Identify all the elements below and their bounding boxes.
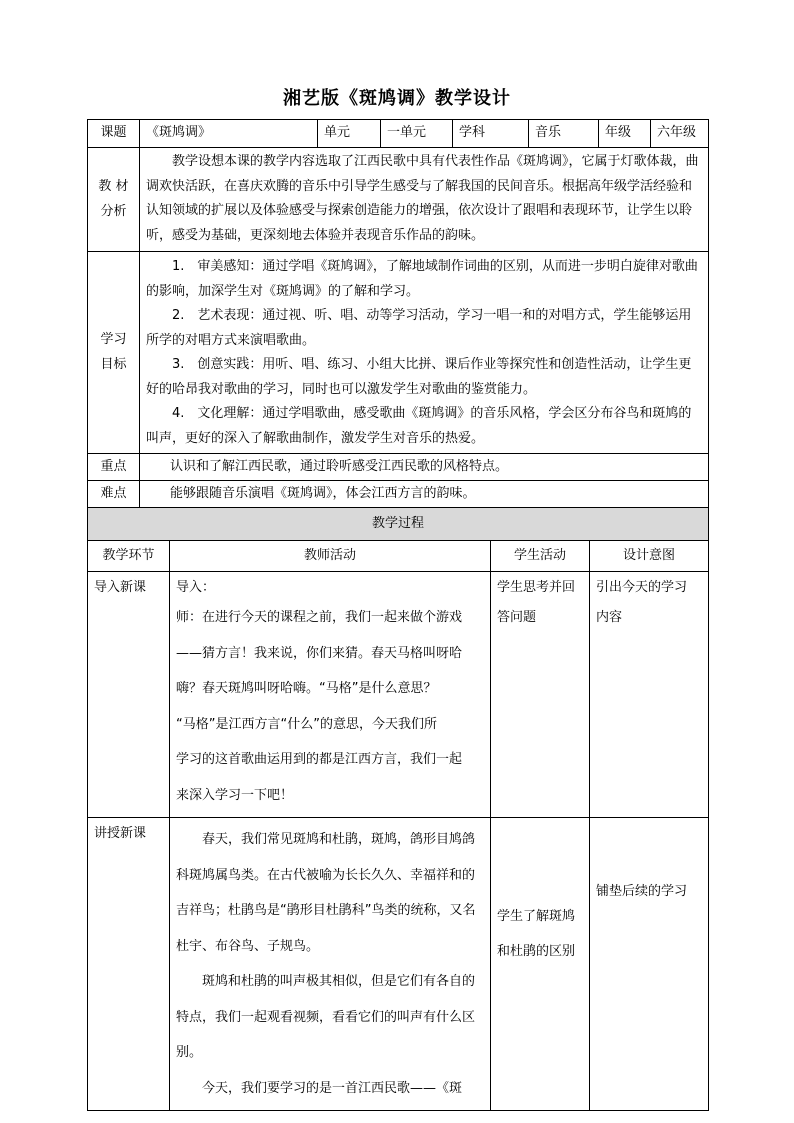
design-intent xyxy=(590,572,709,818)
text-line: ——猜方言！我来说，你们来猜。春天马格叫呀哈 xyxy=(176,645,463,661)
text-line: 和杜鹃的区别 xyxy=(497,944,576,959)
unit-value: 一单元 xyxy=(381,120,453,148)
key-point-text: 认识和了解江西民歌，通过聆听感受江西民歌的风格特点。 xyxy=(140,454,709,481)
goals-label: 学习 目标 xyxy=(88,252,140,454)
column-header: 学生活动 xyxy=(491,541,590,572)
difficulty-text: 能够跟随音乐演唱《斑鸠调》，体会江西方言的韵味。 xyxy=(140,481,709,508)
topic-value: 《斑鸠调》 xyxy=(140,120,318,148)
text-line: 学生思考并回 xyxy=(497,580,576,595)
column-header: 教学环节 xyxy=(88,541,170,572)
stage-cell: 讲授新课 xyxy=(88,818,170,1111)
column-header: 教师活动 xyxy=(170,541,491,572)
document-title: 湘艺版《斑鸠调》教学设计 xyxy=(283,88,511,109)
subject-value: 音乐 xyxy=(529,120,599,148)
grade-label: 年级 xyxy=(599,120,651,148)
text-line: 来深入学习一下吧！ xyxy=(176,787,294,803)
difficulty-label: 难点 xyxy=(88,481,140,508)
subject-label: 学科 xyxy=(453,120,529,148)
text-line: “马格”是江西方言“什么”的意思，今天我们所 xyxy=(176,716,437,732)
text-line: 内容 xyxy=(596,610,623,625)
analysis-text: 教学设想本课的教学内容选取了江西民歌中具有代表性作品《斑鸠调》，它属于灯歌体裁，曲调欢快活跃，在喜庆欢腾的音乐中引导学生感受与了解我国的民间音乐。根据高年级学活经验和认知领域的扩展以及体验感受与探索创造能力的增强，依次设计了跟唱和表现环节，让学生以聆听，感受为基础，更深刻地去体验并表现音乐作品的韵味。 xyxy=(146,154,699,243)
process-heading: 教学过程 xyxy=(88,508,709,541)
lecture-paragraph: 春天，我们常见斑鸠和杜鹃，斑鸠，鸽形目鸠鸽科斑鸠属鸟类。在古代被喻为长长久久、幸福祥和的吉祥鸟；杜鹃鸟是“鹃形目杜鹃科”鸟类的统称，又名杜宇、布谷鸟、子规鸟。 xyxy=(176,832,476,954)
text-line: 铺垫后续的学习 xyxy=(596,884,688,899)
teacher-activity xyxy=(170,818,491,1111)
lecture-paragraph: 今天，我们要学习的是一首江西民歌——《斑 xyxy=(202,1080,463,1096)
design-intent xyxy=(590,818,709,1111)
lecture-paragraph: 斑鸠和杜鹃的叫声极其相似，但是它们有各自的特点，我们一起观看视频，看看它们的叫声有什么区别。 xyxy=(176,974,476,1060)
text-line: 引出今天的学习 xyxy=(596,580,688,595)
teaching-process-table xyxy=(87,507,709,1111)
analysis-label: 教 材 分析 xyxy=(88,148,140,252)
lesson-info-table xyxy=(87,119,709,508)
text-line: 学生了解斑鸠 xyxy=(497,908,576,924)
goal-item: 4. 文化理解：通过学唱歌曲，感受歌曲《斑鸠调》的音乐风格，学会区分布谷鸟和斑鸠的叫声，更好的深入了解歌曲制作，激发学生对音乐的热爱。 xyxy=(146,406,692,446)
goal-item: 3. 创意实践：用听、唱、练习、小组大比拼、课后作业等探究性和创造性活动，让学生更好的哈昂我对歌曲的学习，同时也可以激发学生对歌曲的鉴赏能力。 xyxy=(146,357,692,397)
text-line: 师：在进行今天的课程之前，我们一起来做个游戏 xyxy=(176,610,463,625)
key-point-label: 重点 xyxy=(88,454,140,481)
goal-item: 2. 艺术表现：通过视、听、唱、动等学习活动，学习一唱一和的对唱方式，学生能够运用所学的对唱方式来演唱歌曲。 xyxy=(146,308,692,348)
teacher-activity xyxy=(170,572,491,818)
text-line: 嗨？春天斑鸠叫呀哈嗨。“马格”是什么意思？ xyxy=(176,681,437,696)
text-line: 学习的这首歌曲运用到的都是江西方言，我们一起 xyxy=(176,752,463,767)
student-activity xyxy=(491,818,590,1111)
unit-label: 单元 xyxy=(318,120,381,148)
student-activity xyxy=(491,572,590,818)
goals-list xyxy=(140,252,709,454)
text-line: 答问题 xyxy=(497,610,537,625)
topic-label: 课题 xyxy=(88,120,140,148)
goal-item: 1. 审美感知：通过学唱《斑鸠调》，了解地域制作词曲的区别，从而进一步明白旋律对歌曲的影响，加深学生对《斑鸠调》的了解和学习。 xyxy=(146,259,698,299)
stage-cell: 导入新课 xyxy=(88,572,170,818)
column-header: 设计意图 xyxy=(590,541,709,572)
grade-value: 六年级 xyxy=(651,120,709,148)
text-line: 导入： xyxy=(176,580,216,595)
